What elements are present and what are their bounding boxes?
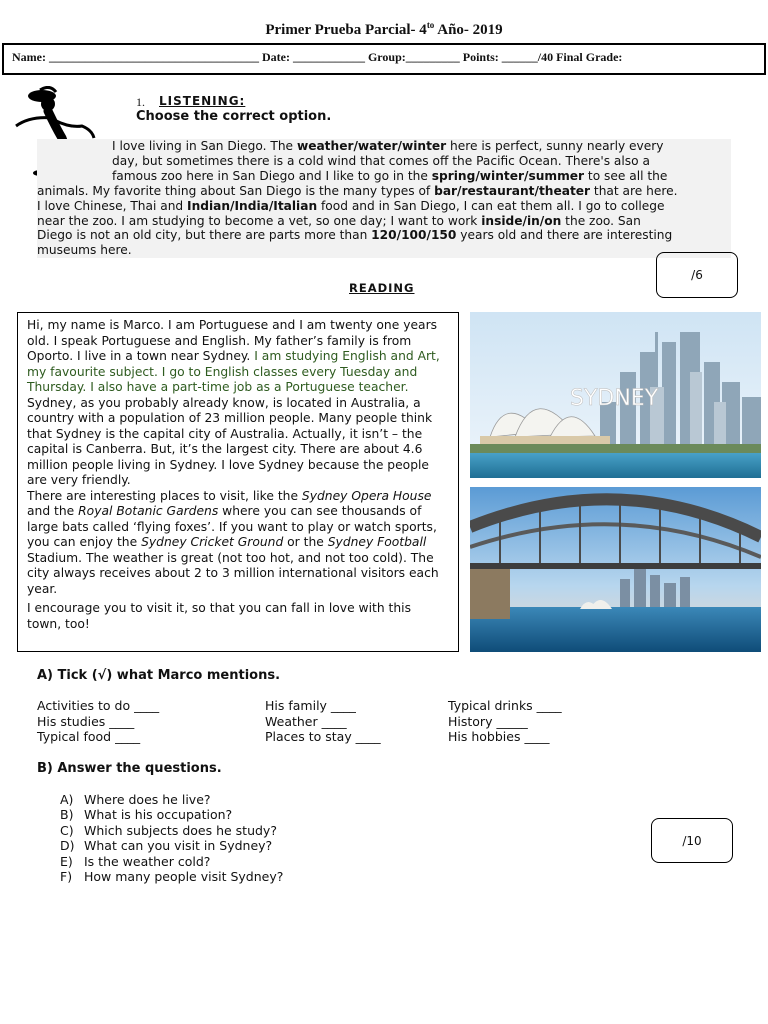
reading-title: READING [349, 281, 415, 295]
reading-passage-box [17, 312, 459, 652]
answer-options[interactable]: Indian/India/Italian [187, 198, 318, 213]
listening-passage [37, 139, 731, 258]
question-text: Which subjects does he study? [84, 822, 277, 838]
tick-item-weather[interactable]: Weather ____ [265, 714, 347, 729]
reading-p3-football: Sydney Football [327, 535, 427, 549]
listening-number: 1. [136, 95, 145, 109]
reading-p1-highlight: I am studying English and Art, my favourite subject. I go to English classes every Tuesday and Thursday. I also have a part-time job as a Portuguese teacher. [27, 349, 440, 394]
tick-item-hobbies[interactable]: His hobbies ____ [448, 729, 550, 744]
questions-list [60, 792, 283, 884]
tick-item-studies[interactable]: His studies ____ [37, 714, 135, 729]
questions-score-box [651, 818, 733, 863]
reading-p3-i: Stadium. The weather is great (not too hot, and not too cold). The city always receives about 2 to 3 million international visitors each year. [27, 550, 439, 596]
answer-options[interactable]: spring/winter/summer [431, 168, 585, 183]
question-text: Where does he live? [84, 792, 211, 807]
tick-item-food[interactable]: Typical food ____ [37, 729, 141, 744]
question-item [60, 823, 283, 838]
listening-line: Diego is not an old city, but there are parts more than 120/100/150 years old and there are interesting [37, 228, 731, 243]
reading-p3-gardens: Royal Botanic Gardens [78, 504, 219, 518]
reading-paragraph-1 [27, 318, 448, 396]
student-info-fields: Name: ___________________________________ Date: ____________ Group:_________ Points: ______/40 Final Grade: [12, 50, 623, 64]
reading-p3-cricket: Sydney Cricket Ground [141, 535, 284, 549]
listening-score: /6 [691, 268, 703, 282]
tick-item-places[interactable]: Places to stay ____ [265, 729, 381, 744]
reading-p3-c: and the [27, 504, 79, 518]
title-year: Año- 2019 [434, 22, 503, 38]
student-info-box [2, 43, 766, 75]
listening-line: near the zoo. I am studying to become a vet, so one day; I want to work inside/in/on the zoo. San [37, 214, 731, 229]
reading-p1-text: Hi, my name is Marco. I am Portuguese and I am twenty one years old. I speak Portuguese and English. My father’s family is from Oporto. I live in a town near Sydney. [27, 318, 438, 363]
reading-p3-a: There are interesting places to visit, like the [27, 488, 302, 503]
answer-options[interactable]: bar/restaurant/theater [434, 183, 591, 198]
listening-title: LISTENING: [159, 94, 246, 108]
tick-item-family[interactable]: His family ____ [265, 698, 356, 713]
question-item [60, 838, 283, 853]
listening-line: museums here. [37, 243, 731, 258]
listening-line: I love Chinese, Thai and Indian/India/Italian food and in San Diego, I can eat them all. I go to college [37, 199, 731, 214]
sydney-caption: SYDNEY [570, 386, 659, 411]
listening-line: animals. My favorite thing about San Diego is the many types of bar/restaurant/theater that are here. [37, 184, 731, 199]
answer-options[interactable]: inside/in/on [481, 213, 562, 228]
questions-score: /10 [682, 833, 702, 848]
reading-paragraph-4: I encourage you to visit it, so that you can fall in love with this town, too! [27, 601, 411, 631]
question-item [60, 869, 283, 884]
listening-line: I love living in San Diego. The weather/water/winter here is perfect, sunny nearly every [37, 139, 731, 154]
reading-paragraph-3 [27, 489, 448, 598]
reading-paragraph-2: Sydney, as you probably already know, is located in Australia, a country with a population of 23 million people. Many people think that Sydney is the capital city of Australia. Actually, it isn’t – the capital is Canberra. But, it’s the largest city. There are about 4.6 million people living in Sydney. I love Sydney because the people are very friendly. [27, 395, 433, 487]
tick-item-drinks[interactable]: Typical drinks ____ [448, 698, 562, 713]
question-letter: B) [60, 807, 74, 823]
question-text: How many people visit Sydney? [84, 869, 284, 885]
sydney-skyline-image [470, 312, 761, 478]
answer-options[interactable]: weather/water/winter [296, 139, 447, 153]
question-letter: D) [60, 838, 75, 854]
question-letter: A) [60, 792, 74, 807]
question-item [60, 792, 283, 807]
tick-item-activities[interactable]: Activities to do ____ [37, 698, 160, 713]
title-text: Primer Prueba Parcial- 4 [265, 22, 427, 38]
question-letter: F) [60, 869, 73, 885]
listening-line: day, but sometimes there is a cold wind that comes off the Pacific Ocean. There's also a [37, 154, 731, 169]
reading-p3-e: where you can see thousands of large bats called ‘flying foxes’. If you want to play or watch sports, you can enjoy the [27, 504, 437, 549]
question-item [60, 807, 283, 822]
title-superscript: to [426, 20, 435, 30]
question-letter: C) [60, 822, 74, 838]
harbour-bridge-image [470, 487, 761, 652]
page-title [0, 20, 768, 39]
question-item [60, 854, 283, 869]
question-text: Is the weather cold? [84, 853, 211, 869]
question-letter: E) [60, 853, 73, 869]
reading-p3-opera-house: Sydney Opera House [301, 488, 432, 503]
section-b-title: B) Answer the questions. [37, 761, 222, 776]
question-text: What is his occupation? [84, 807, 233, 823]
listening-instruction: Choose the correct option. [136, 109, 332, 124]
question-text: What can you visit in Sydney? [84, 838, 273, 854]
section-a-title: A) Tick (√) what Marco mentions. [37, 668, 281, 683]
listening-line: famous zoo here in San Diego and I like to go in the spring/winter/summer to see all the [37, 169, 731, 184]
tick-item-history[interactable]: History _____ [448, 714, 528, 729]
answer-options[interactable]: 120/100/150 [371, 228, 457, 243]
reading-p3-g: or the [283, 535, 328, 549]
listening-score-box [656, 252, 738, 298]
